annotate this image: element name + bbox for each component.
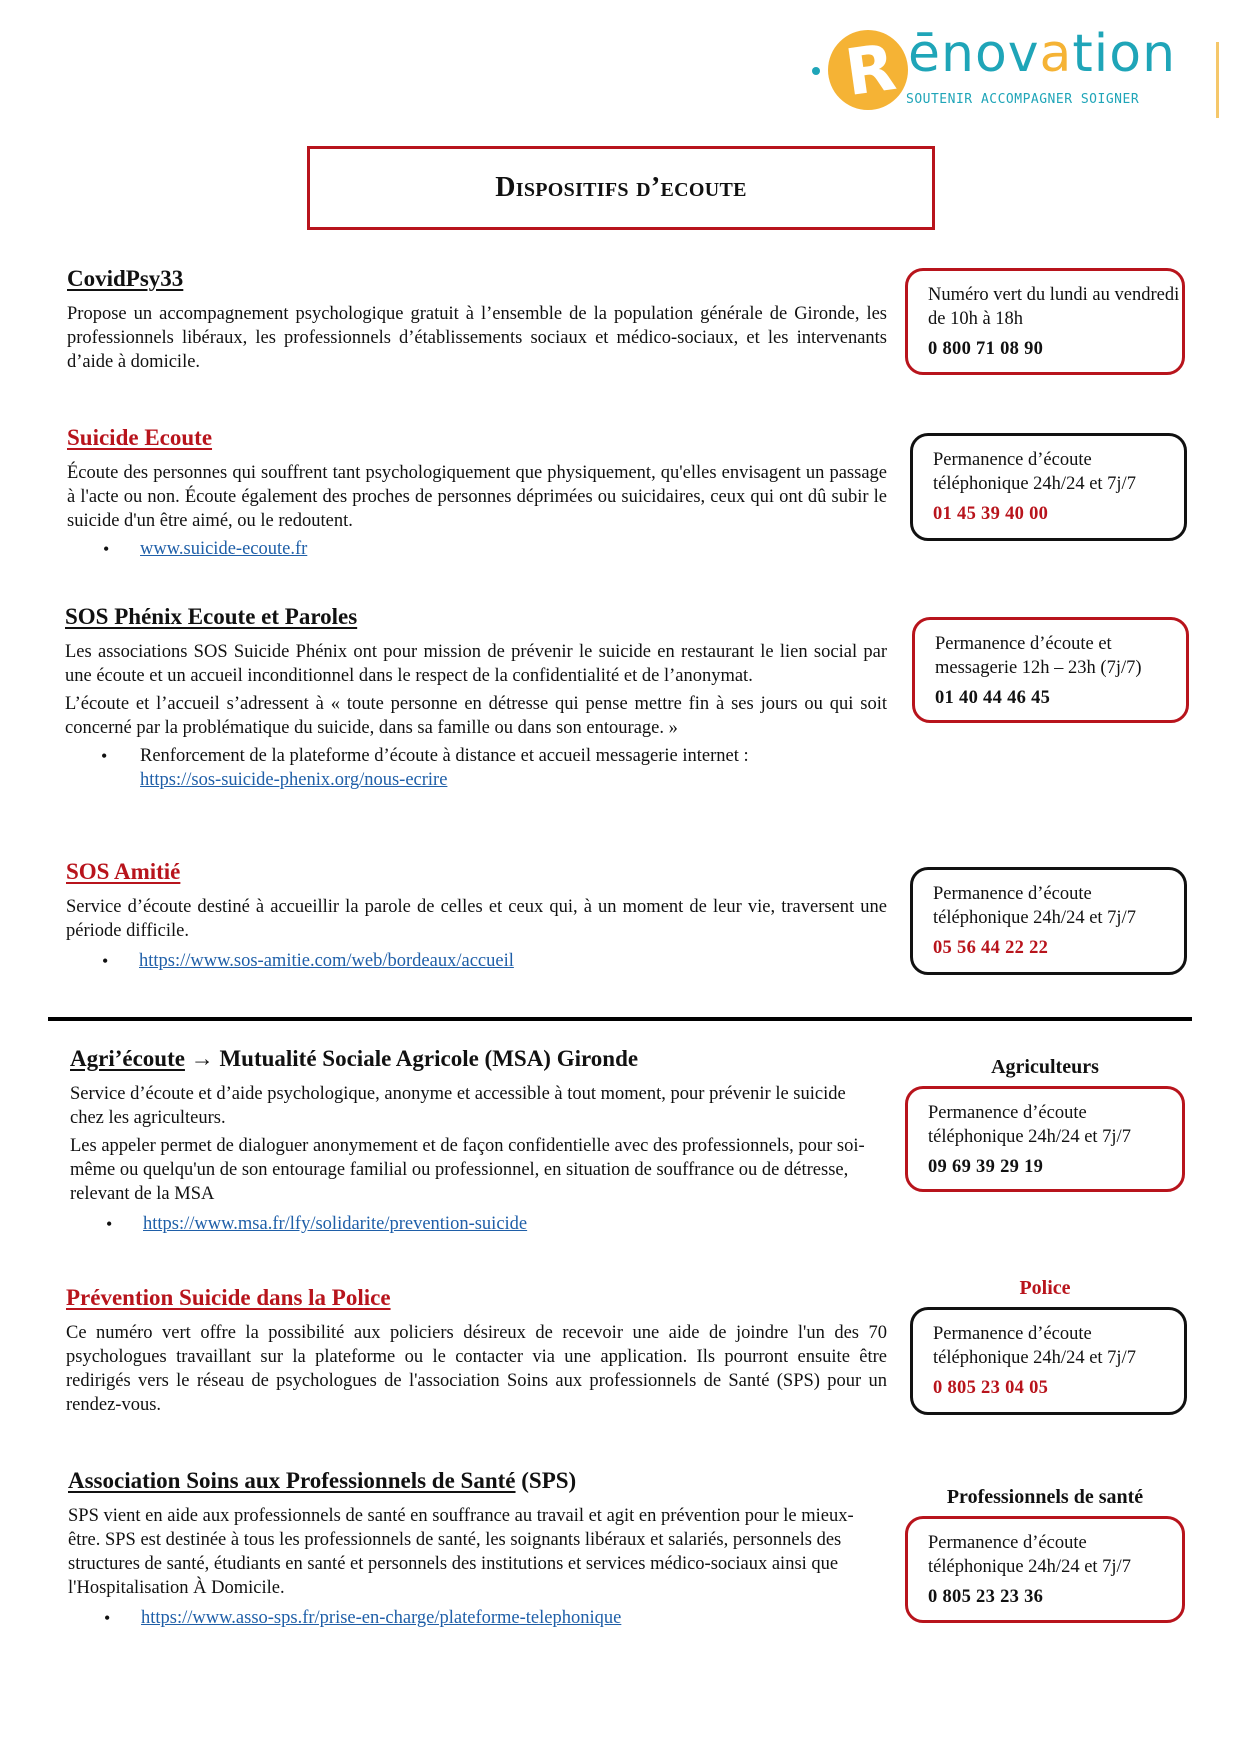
section-title xyxy=(68,1468,900,1494)
section-police xyxy=(66,1285,887,1417)
bullet-item xyxy=(66,949,887,973)
section-title-text: SOS Phénix Ecoute et Paroles xyxy=(65,604,358,629)
section-divider xyxy=(48,1017,1192,1021)
arrow-right-icon: → xyxy=(190,1046,214,1071)
section-paragraph: Propose un accompagnement psychologique gratuit à l’ensemble de la population générale de Gironde, les professionnels libéraux, les professionnels d’établissements sociaux et médico-sociaux, et les intervenants d’aide à domicile. xyxy=(67,304,887,372)
section-sos-phenix xyxy=(65,604,887,792)
section-sos-amitie xyxy=(66,859,887,973)
link-suicide-ecoute[interactable]: www.suicide-ecoute.fr xyxy=(140,539,308,559)
bullet-item xyxy=(70,1212,900,1236)
logo-letter: R xyxy=(841,30,901,112)
contact-box-sos-phenix xyxy=(912,617,1189,723)
logo-wordmark xyxy=(908,24,1176,84)
contact-box-sps xyxy=(905,1516,1185,1623)
contact-box-agri-ecoute xyxy=(905,1086,1185,1192)
contact-hours: Permanence d’écoute téléphonique 24h/24 et 7j/7 xyxy=(933,450,1136,494)
logo-divider xyxy=(1216,42,1219,118)
contact-phone[interactable]: 09 69 39 29 19 xyxy=(928,1157,1044,1177)
logo-tagline: SOUTENIR ACCOMPAGNER SOIGNER xyxy=(906,92,1140,107)
contact-hours: Numéro vert du lundi au vendredi de 10h à 18h xyxy=(928,285,1180,329)
contact-phone[interactable]: 01 45 39 40 00 xyxy=(933,504,1049,524)
section-title xyxy=(70,1046,900,1072)
bullet-item xyxy=(67,537,887,561)
section-paragraph: Ce numéro vert offre la possibilité aux policiers désireux de recevoir une aide de joindre l'un des 70 psychologues travaillant sur la plateforme ou le contacter via une application. Ils pourront ensuite être redirigés vers le réseau de psychologues de l'association Soins aux professionnels de Santé (SPS) pour un rendez-vous. xyxy=(66,1323,887,1415)
section-title-text: Suicide Ecoute xyxy=(67,425,213,450)
section-covidpsy33 xyxy=(67,266,887,374)
logo-word-end: tion xyxy=(1072,24,1177,84)
section-title xyxy=(66,1285,887,1311)
link-sps[interactable]: https://www.asso-sps.fr/prise-en-charge/plateforme-telephonique xyxy=(141,1608,622,1628)
page-title: Dispositifs d’ecoute xyxy=(495,172,747,203)
section-title-text: Agri’écoute xyxy=(70,1046,185,1071)
contact-box-covidpsy33 xyxy=(905,268,1185,375)
section-title xyxy=(67,425,887,451)
contact-hours: Permanence d’écoute téléphonique 24h/24 et 7j/7 xyxy=(933,884,1136,928)
title-box xyxy=(307,146,935,230)
section-paragraph: Écoute des personnes qui souffrent tant psychologiquement que physiquement, qu'elles envisagent un passage à l'acte ou non. Écoute également des proches de personnes déprimées ou suicidaires, ceux qui ont dû subir le suicide d'un être aimé, ou le redoutent. xyxy=(67,463,887,531)
section-title xyxy=(65,604,887,630)
section-title-text: Prévention Suicide dans la Police xyxy=(66,1285,391,1310)
logo-word-a: a xyxy=(1039,24,1073,84)
section-paragraph: Service d’écoute destiné à accueillir la parole de celles et ceux qui, à un moment de leur vie, traversent une période difficile. xyxy=(66,897,887,941)
link-sos-phenix[interactable]: https://sos-suicide-phenix.org/nous-ecrire xyxy=(140,770,448,790)
section-title xyxy=(67,266,887,292)
section-agri-ecoute xyxy=(70,1046,900,1236)
contact-phone[interactable]: 01 40 44 46 45 xyxy=(935,688,1051,708)
contact-hours: Permanence d’écoute téléphonique 24h/24 et 7j/7 xyxy=(933,1324,1136,1368)
contact-phone[interactable]: 05 56 44 22 22 xyxy=(933,938,1049,958)
contact-hours: Permanence d’écoute téléphonique 24h/24 et 7j/7 xyxy=(928,1103,1131,1147)
contact-box-police xyxy=(910,1307,1187,1415)
link-msa[interactable]: https://www.msa.fr/lfy/solidarite/prevention-suicide xyxy=(143,1214,528,1234)
section-paragraph: Les associations SOS Suicide Phénix ont pour mission de prévenir le suicide en restaurant le lien social par une écoute et un accueil inconditionnel dans le respect de la confidentialité et de l’anonymat. xyxy=(65,642,887,686)
category-label: Professionnels de santé xyxy=(946,1486,1144,1508)
contact-phone[interactable]: 0 805 23 04 05 xyxy=(933,1378,1049,1398)
renovation-logo xyxy=(808,24,1188,118)
logo-circle xyxy=(828,30,908,110)
section-title-text: Association Soins aux Professionnels de Santé xyxy=(68,1468,516,1493)
contact-phone[interactable]: 0 800 71 08 90 xyxy=(928,339,1044,359)
section-title-suffix: (SPS) xyxy=(521,1468,577,1493)
category-label: Police xyxy=(1019,1277,1071,1299)
contact-hours: Permanence d’écoute et messagerie 12h – 23h (7j/7) xyxy=(935,634,1142,678)
section-title-suffix: Mutualité Sociale Agricole (MSA) Gironde xyxy=(219,1046,639,1071)
category-label: Agriculteurs xyxy=(991,1056,1099,1078)
bullet-item xyxy=(65,744,887,792)
section-suicide-ecoute xyxy=(67,425,887,561)
section-paragraph: L’écoute et l’accueil s’adressent à « toute personne en détresse qui pense mettre fin à ses jours ou qui soit concerné par la problématique du suicide, dans sa famille ou dans son entourage. » xyxy=(65,694,887,738)
bullet-item xyxy=(68,1606,900,1630)
section-paragraph: Service d’écoute et d’aide psychologique, anonyme et accessible à tout moment, pour prévenir le suicide chez les agriculteurs. xyxy=(70,1084,846,1128)
section-title-text: CovidPsy33 xyxy=(67,266,184,291)
logo-dot xyxy=(812,67,820,75)
section-paragraph: Les appeler permet de dialoguer anonymement et de façon confidentielle avec des professionnels, pour soi-même ou quelqu'un de son entourage familial ou professionnel, en situation de souffrance ou de détresse, relevant de la MSA xyxy=(70,1136,865,1204)
section-title-text: SOS Amitié xyxy=(66,859,181,884)
contact-box-suicide-ecoute xyxy=(910,433,1187,541)
contact-phone[interactable]: 0 805 23 23 36 xyxy=(928,1587,1044,1607)
logo-word-main: ēnov xyxy=(908,24,1040,84)
section-title xyxy=(66,859,887,885)
contact-hours: Permanence d’écoute téléphonique 24h/24 et 7j/7 xyxy=(928,1533,1131,1577)
bullet-text: Renforcement de la plateforme d’écoute à distance et accueil messagerie internet : xyxy=(140,746,749,766)
link-sos-amitie[interactable]: https://www.sos-amitie.com/web/bordeaux/accueil xyxy=(139,951,514,971)
section-sps xyxy=(68,1468,900,1630)
contact-box-sos-amitie xyxy=(910,867,1187,975)
section-paragraph: SPS vient en aide aux professionnels de santé en souffrance au travail et agit en prévention pour le mieux-être. SPS est destinée à tous les professionnels de santé, les soignants libéraux et salariés, personnels des structures de santé, étudiants en santé et personnels des institutions et services médico-sociaux ainsi que l'Hospitalisation À Domicile. xyxy=(68,1506,854,1598)
